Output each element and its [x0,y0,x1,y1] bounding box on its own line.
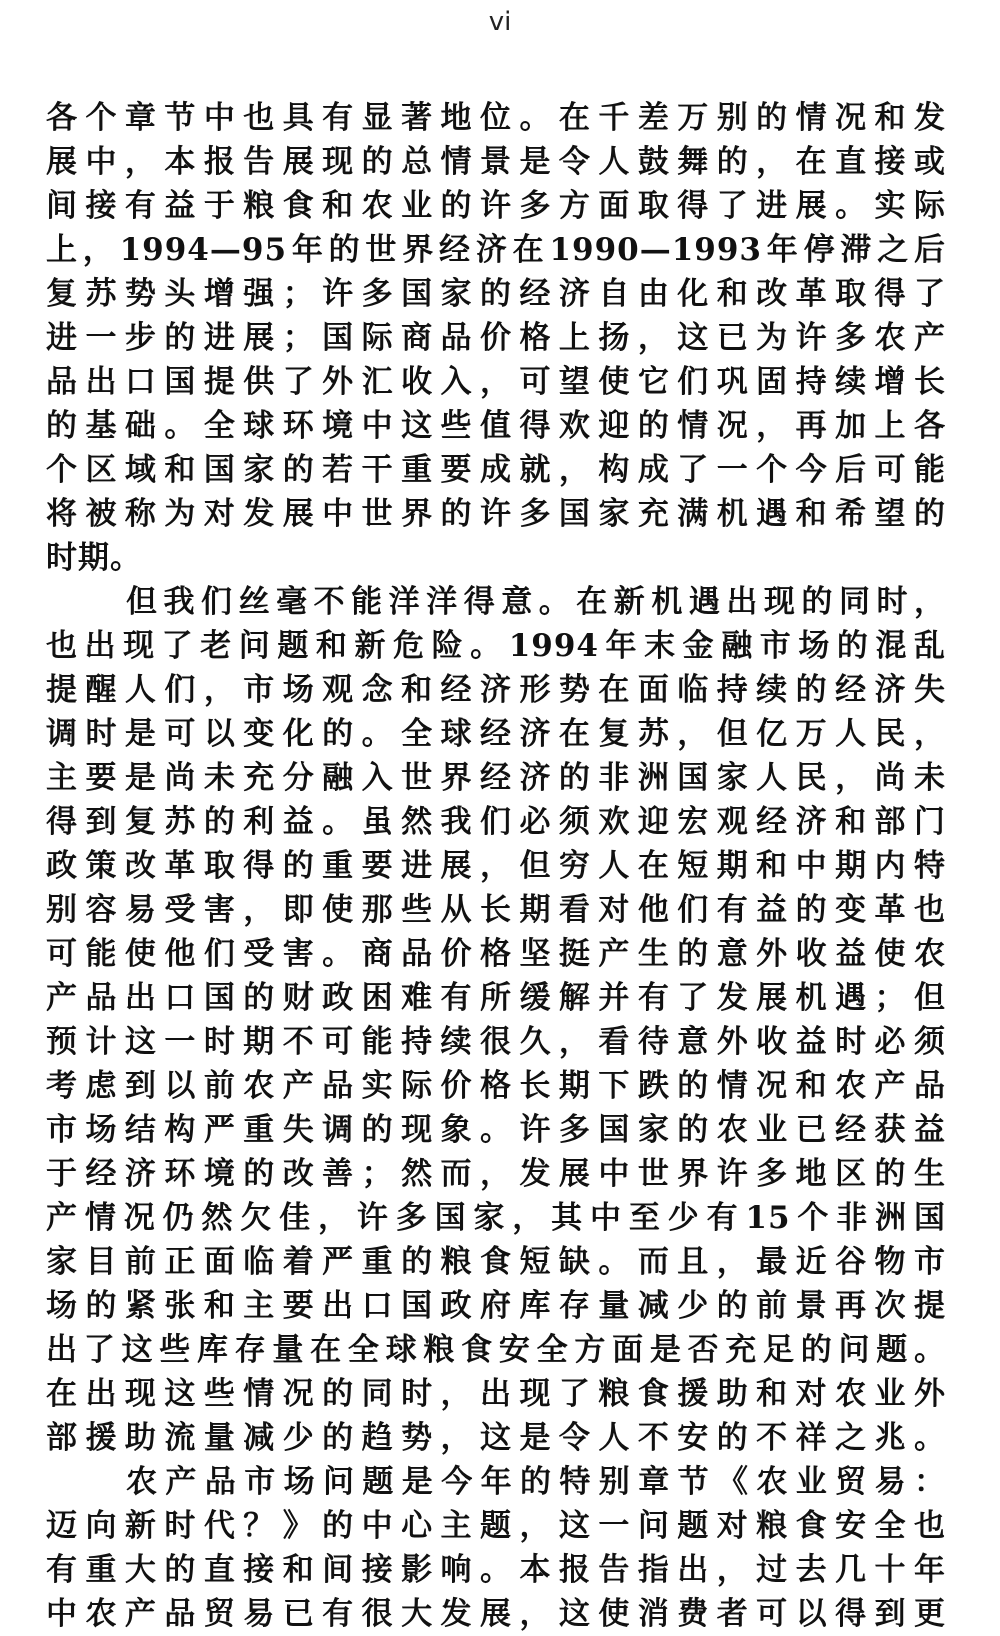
text-line: 农产品市场问题是今年的特别章节《农业贸易： [126,1464,946,1500]
text-line: 考虑到以前农产品实际价格长期下跌的情况和农产品 [46,1068,946,1104]
text-line: 产品出口国的财政困难有所缓解并有了发展机遇；但 [46,980,946,1016]
text-line: 进一步的进展；国际商品价格上扬，这已为许多农产 [46,320,946,356]
text-line: 家目前正面临着严重的粮食短缺。而且，最近谷物市 [46,1244,946,1280]
text-line: 有重大的直接和间接影响。本报告指出，过去几十年 [46,1552,946,1588]
text-line: 展中，本报告展现的总情景是令人鼓舞的，在直接或 [46,144,946,180]
text-line: 得到复苏的利益。虽然我们必须欢迎宏观经济和部门 [46,804,946,840]
text-line: 将被称为对发展中世界的许多国家充满机遇和希望的 [46,496,946,532]
text-line: 调时是可以变化的。全球经济在复苏，但亿万人民， [46,716,946,752]
text-line: 也出现了老问题和新危险。1994年末金融市场的混乱 [46,628,946,664]
text-line: 产情况仍然欠佳，许多国家，其中至少有15个非洲国 [46,1200,946,1236]
text-line: 出了这些库存量在全球粮食安全方面是否充足的问题。 [46,1332,946,1368]
text-line: 场的紧张和主要出口国政府库存量减少的前景再次提 [46,1288,946,1324]
text-line: 个区域和国家的若干重要成就，构成了一个今后可能 [46,452,946,488]
paragraph [46,96,946,580]
text-line: 于经济环境的改善；然而，发展中世界许多地区的生 [46,1156,946,1192]
text-line: 复苏势头增强；许多国家的经济自由化和改革取得了 [46,276,946,312]
text-line: 迈向新时代？》的中心主题，这一问题对粮食安全也 [46,1508,946,1544]
text-line: 主要是尚未充分融入世界经济的非洲国家人民，尚未 [46,760,946,796]
text-line: 部援助流量减少的趋势，这是令人不安的不祥之兆。 [46,1420,946,1456]
paragraph [46,580,946,1460]
text-line: 上，1994—95年的世界经济在1990—1993年停滞之后 [46,232,946,268]
body-text [46,96,946,1636]
text-line: 间接有益于粮食和农业的许多方面取得了进展。实际 [46,188,946,224]
text-line: 提醒人们，市场观念和经济形势在面临持续的经济失 [46,672,946,708]
text-line: 中农产品贸易已有很大发展，这使消费者可以得到更 [46,1596,946,1632]
text-line: 各个章节中也具有显著地位。在千差万别的情况和发 [46,100,946,136]
text-line: 可能使他们受害。商品价格坚挺产生的意外收益使农 [46,936,946,972]
text-line: 政策改革取得的重要进展，但穷人在短期和中期内特 [46,848,946,884]
text-line: 的基础。全球环境中这些值得欢迎的情况，再加上各 [46,408,946,444]
paragraph [46,1460,946,1636]
text-line: 在出现这些情况的同时，出现了粮食援助和对农业外 [46,1376,946,1412]
page-number: vi [488,7,512,37]
text-line: 预计这一时期不可能持续很久，看待意外收益时必须 [46,1024,946,1060]
text-line: 别容易受害，即使那些从长期看对他们有益的变革也 [46,892,946,928]
text-line: 时期。 [46,540,142,576]
text-line: 但我们丝毫不能洋洋得意。在新机遇出现的同时， [126,584,946,620]
text-line: 品出口国提供了外汇收入，可望使它们巩固持续增长 [46,364,946,400]
text-line: 市场结构严重失调的现象。许多国家的农业已经获益 [46,1112,946,1148]
